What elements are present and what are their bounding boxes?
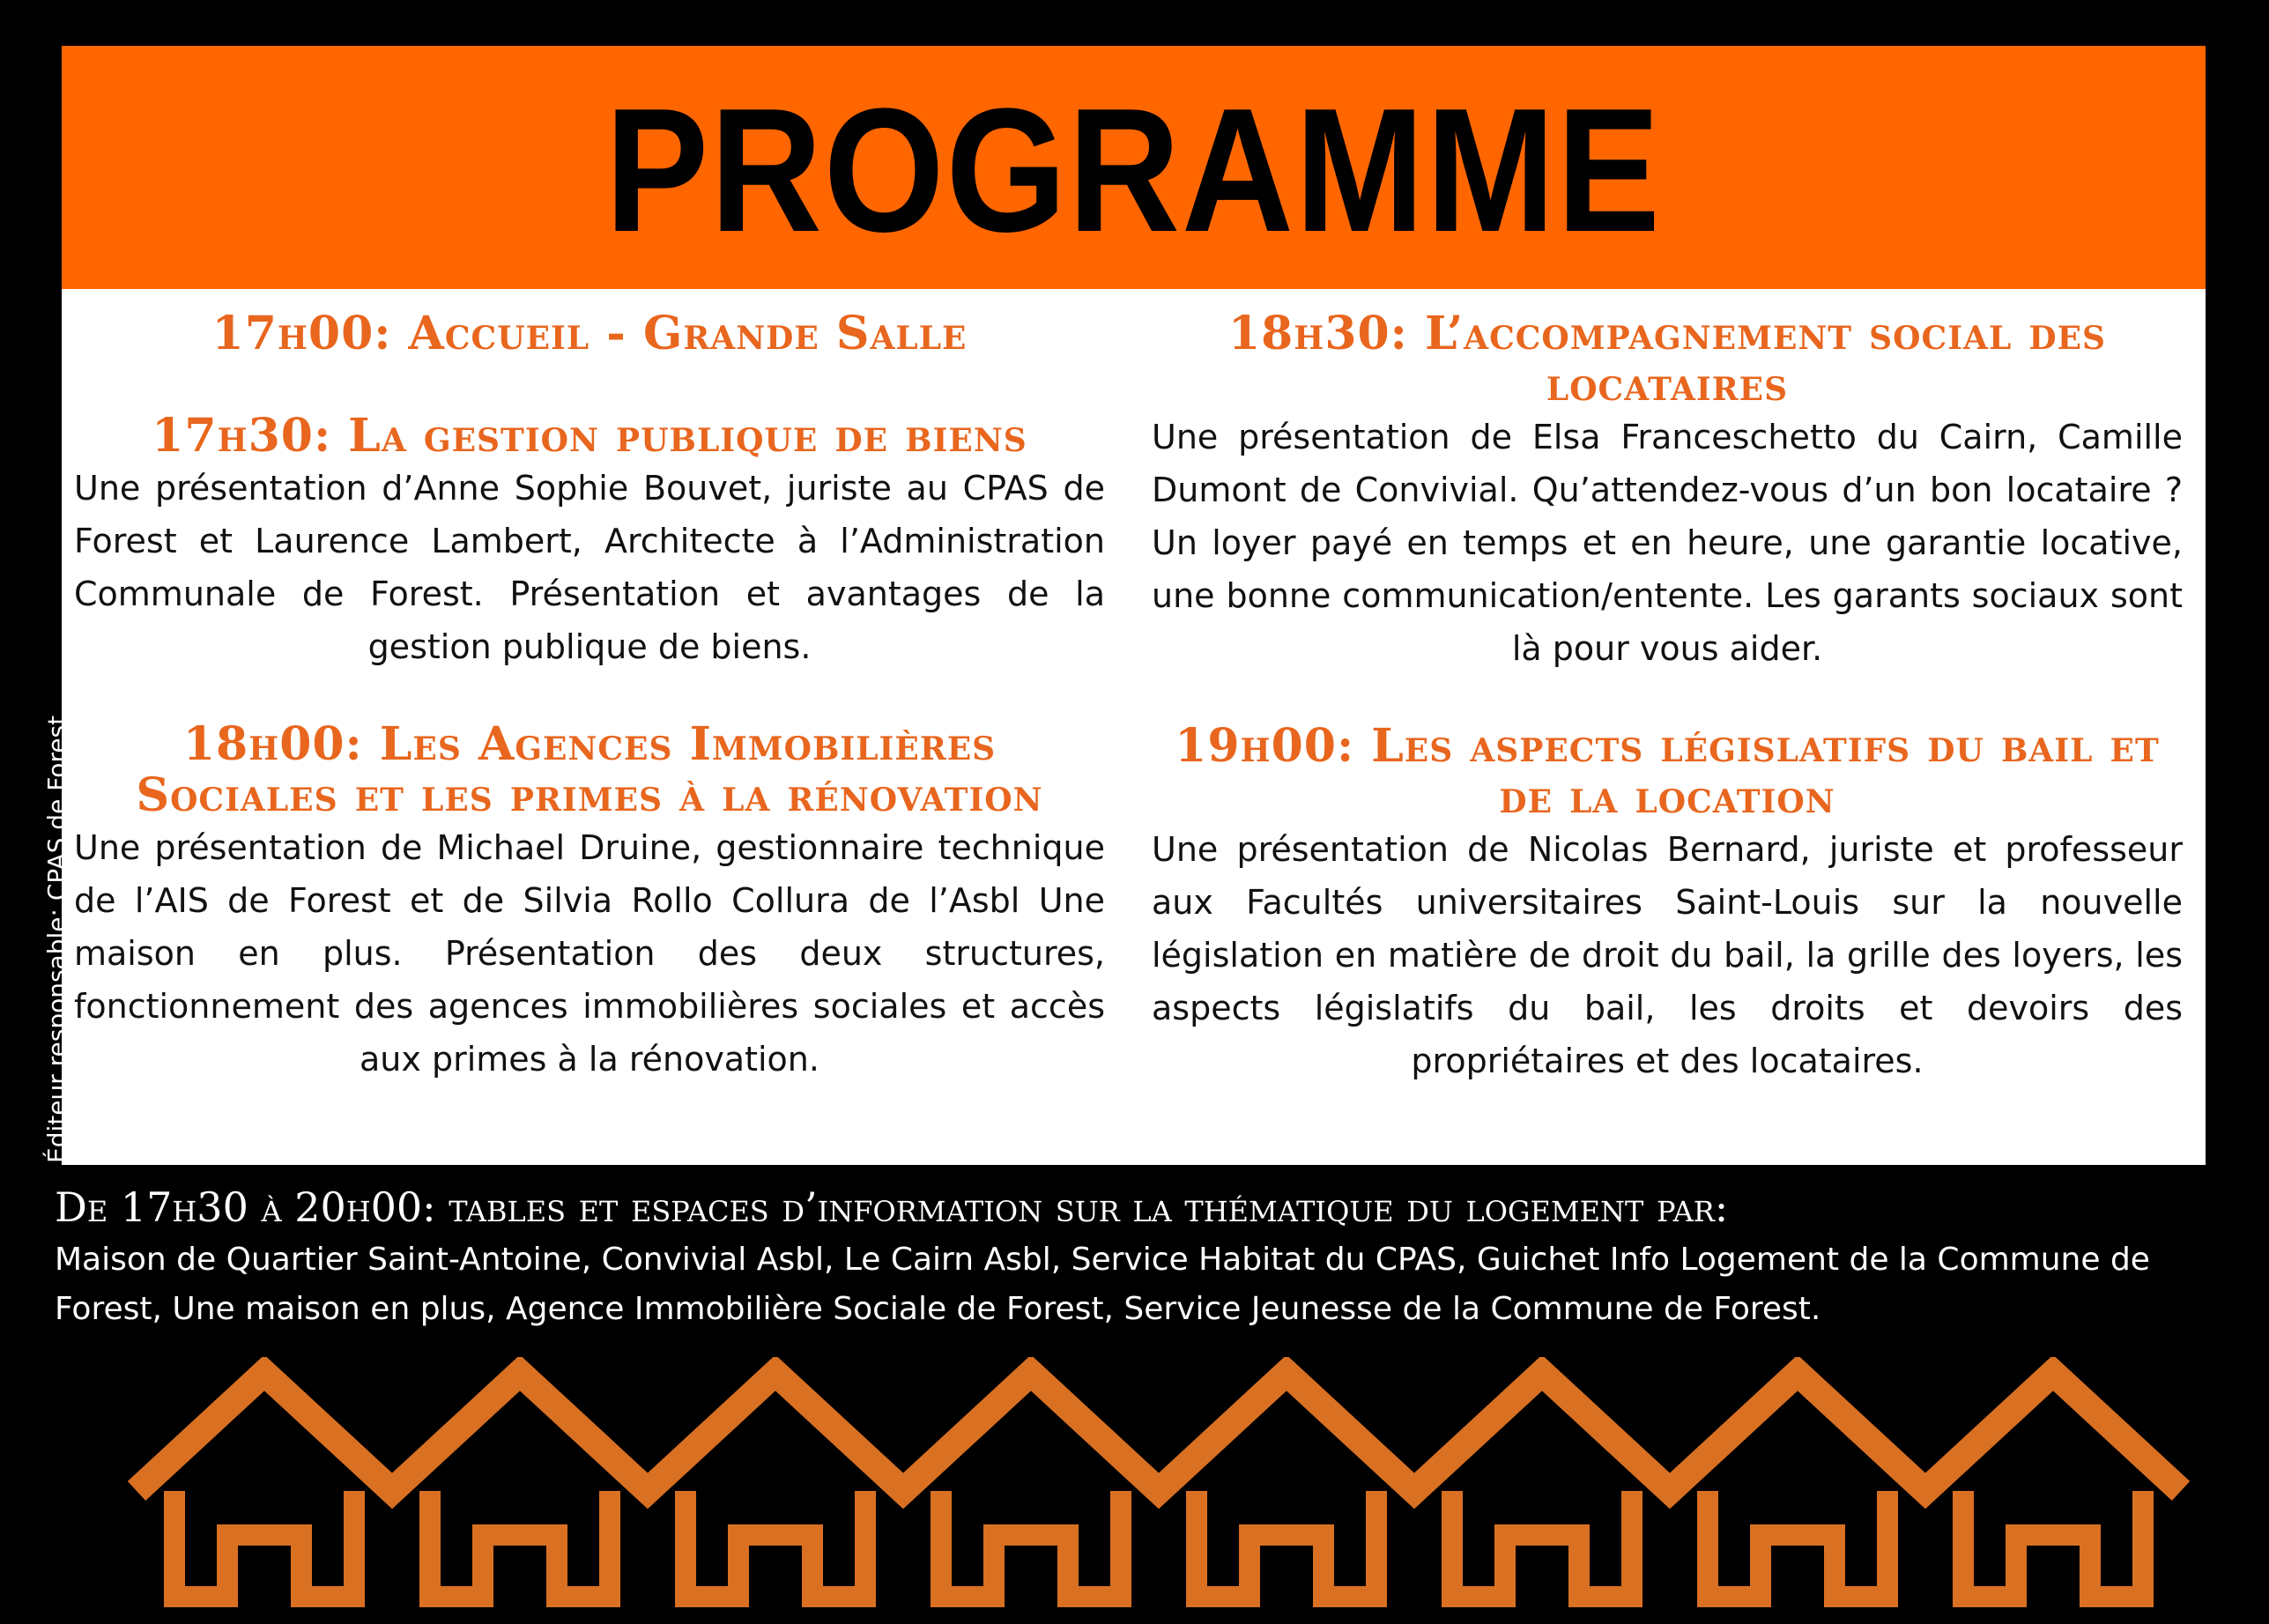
section-body-gestion-publique: Une présentation d’Anne Sophie Bouvet, juriste au CPAS de Forest et Laurence Lambert, Architecte à l’Administration Communale de Forest. Présentation et avantages de la gestion publique de biens. xyxy=(74,469,1105,666)
page-title: PROGRAMME xyxy=(605,72,1662,269)
footer-organizations-list: Maison de Quartier Saint-Antoine, Convivial Asbl, Le Cairn Asbl, Service Habitat du CPAS, Guichet Info Logement de la Commune de Forest, Une maison en plus, Agence Immobilière Sociale de Forest, Service Jeunesse de la Commune de Forest. xyxy=(55,1242,2150,1327)
program-column-left xyxy=(74,289,1105,1086)
program-panel xyxy=(62,289,2206,1165)
section-title-gestion-publique: 17h30: La gestion publique de biens xyxy=(152,409,1027,463)
section-title-aspects-legislatifs: 19h00: Les aspects législatifs du bail et de la location xyxy=(1175,719,2160,824)
house-outline-icon xyxy=(174,1491,354,1597)
section-title-accueil: 17h00: Accueil - Grande Salle xyxy=(211,307,968,360)
section-body-aspects-legislatifs: Une présentation de Nicolas Bernard, juriste et professeur aux Facultés universitaires Saint-Louis sur la nouvelle législation en matière de droit du bail, la grille des loyers, les aspects législatifs du bail, les droits et devoirs des propriétaires et des locataires. xyxy=(1152,830,2183,1080)
house-outline-icon xyxy=(686,1491,865,1597)
house-row-decoration xyxy=(0,1357,2269,1624)
house-outline-icon xyxy=(941,1491,1121,1597)
section-title-accompagnement-social: 18h30: L’accompagnement social des locataires xyxy=(1227,307,2107,412)
footer-heading: De 17h30 à 20h00: tables et espaces d’information sur la thématique du logement par: xyxy=(55,1183,1729,1231)
section-title-agences-immobilieres: 18h00: Les Agences Immobilières Sociales et les primes à la rénovation xyxy=(136,717,1043,822)
section-body-accompagnement-social: Une présentation de Elsa Franceschetto du Cairn, Camille Dumont de Convivial. Qu’attendez-vous d’un bon locataire ? Un loyer payé en temps et en heure, une garantie locative, une bonne communication/entente. Les garants sociaux sont là pour vous aider. xyxy=(1152,418,2183,668)
house-outline-icon xyxy=(1452,1491,1632,1597)
house-outline-icon xyxy=(430,1491,610,1597)
program-column-right xyxy=(1152,289,2183,1087)
house-outline-icon xyxy=(1708,1491,1887,1597)
house-outline-icon xyxy=(1963,1491,2143,1597)
section-body-agences-immobilieres: Une présentation de Michael Druine, gestionnaire technique de l’AIS de Forest et de Silvia Rollo Collura de l’Asbl Une maison en plus. Présentation des deux structures, fonctionnement des agences immobilières sociales et accès aux primes à la rénovation. xyxy=(74,828,1105,1079)
publisher-credit: Éditeur responsable: CPAS de Forest xyxy=(42,715,71,1163)
house-outline-icon xyxy=(1197,1491,1376,1597)
title-banner xyxy=(62,46,2206,289)
house-roofline xyxy=(137,1373,2181,1491)
